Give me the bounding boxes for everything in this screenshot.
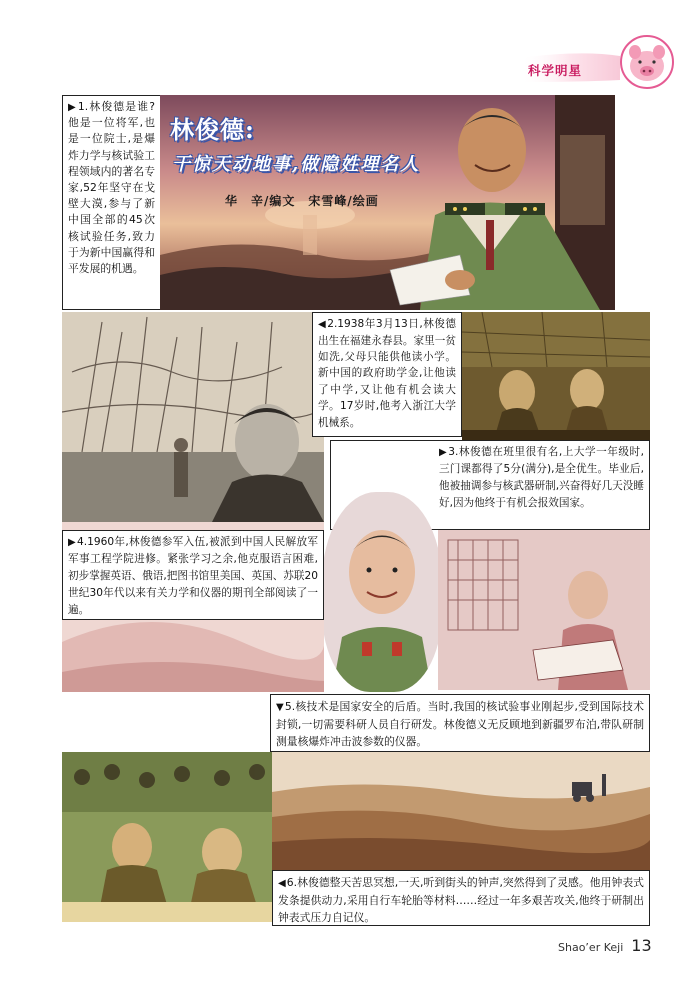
- caption-5-marker: ▼: [276, 702, 284, 713]
- panel-scientists: [62, 752, 272, 922]
- panel-library: [438, 530, 650, 690]
- panel-soldier-portrait: [322, 492, 442, 692]
- caption-1-text: 1.林俊德是谁?他是一位将军,也是一位院士,是爆炸力学与核试验工程领域内的著名专家,52年坚守在戈壁大漠,参与了新中国全部的45次核试验任务,致力于为新中国赢得和平发展的机遇。: [68, 100, 155, 275]
- magazine-name: Shao’er Keji: [558, 941, 624, 954]
- caption-3-text: 3.林俊德在班里很有名,上大学一年级时,三门课都得了5分(满分),是全优生。毕业后,他被抽调参与核武器研制,兴奋得好几天没睡好,因为他终于有机会报效国家。: [439, 446, 644, 509]
- boyhood-illustration: [62, 312, 327, 522]
- article-subtitle: 干惊天动地事,做隐姓埋名人: [172, 154, 421, 175]
- caption-4-marker: ▶: [68, 537, 77, 548]
- panel-title-portrait: [160, 95, 615, 310]
- caption-4: [62, 530, 324, 620]
- classroom-illustration: [462, 312, 650, 446]
- caption-3-marker: ▶: [439, 447, 448, 458]
- caption-2-marker: ◀: [318, 319, 327, 330]
- caption-6: [272, 870, 650, 926]
- column-name: 科学明星: [528, 63, 583, 78]
- article-title: 林俊德:: [170, 115, 255, 144]
- panel-desert: [272, 752, 650, 870]
- caption-2-text: 2.1938年3月13日,林俊德出生在福建永春县。家里一贫如洗,父母只能供他读小学。新中国的政府助学金,让他读了中学,又让他有机会读大学。17岁时,他考入浙江大学机械系。: [318, 318, 456, 429]
- caption-1: [62, 95, 160, 310]
- panel-university: [462, 312, 650, 446]
- caption-4-text: 4.1960年,林俊德参军入伍,被派到中国人民解放军军事工程学院进修。紧张学习之余,他克服语言困难,初步掌握英语、俄语,把图书馆里美国、英国、苏联20世纪30年代以来有关力学和仪器的期刊全部阅读了一遍。: [68, 536, 318, 616]
- column-badge: [520, 30, 680, 100]
- caption-6-marker: ◀: [278, 878, 286, 889]
- desert-illustration: [272, 752, 650, 870]
- caption-2: [312, 312, 462, 437]
- page-number: 13: [631, 936, 652, 955]
- caption-1-marker: ▶: [68, 102, 77, 113]
- caption-5: [270, 694, 650, 752]
- soldier-portrait-illustration: [322, 492, 442, 692]
- panel-boyhood: [62, 312, 327, 522]
- article-credits: 华 辛/编文 宋雪峰/绘画: [225, 194, 379, 208]
- library-illustration: [438, 530, 650, 690]
- caption-6-text: 6.林俊德整天苦思冥想,一天,听到街头的钟声,突然得到了灵感。他用钟表式发条提供动力,采用自行车轮胎等材料……经过一年多艰苦攻关,他终于研制出钟表式压力自记仪。: [278, 876, 644, 925]
- page-footer: [558, 936, 652, 955]
- caption-5-text: 5.核技术是国家安全的后盾。当时,我国的核试验事业刚起步,受到国际技术封锁,一切需要科研人员自行研发。林俊德义无反顾地到新疆罗布泊,带队研制测量核爆炸冲击波参数的仪器。: [276, 700, 644, 749]
- scientists-illustration: [62, 752, 272, 922]
